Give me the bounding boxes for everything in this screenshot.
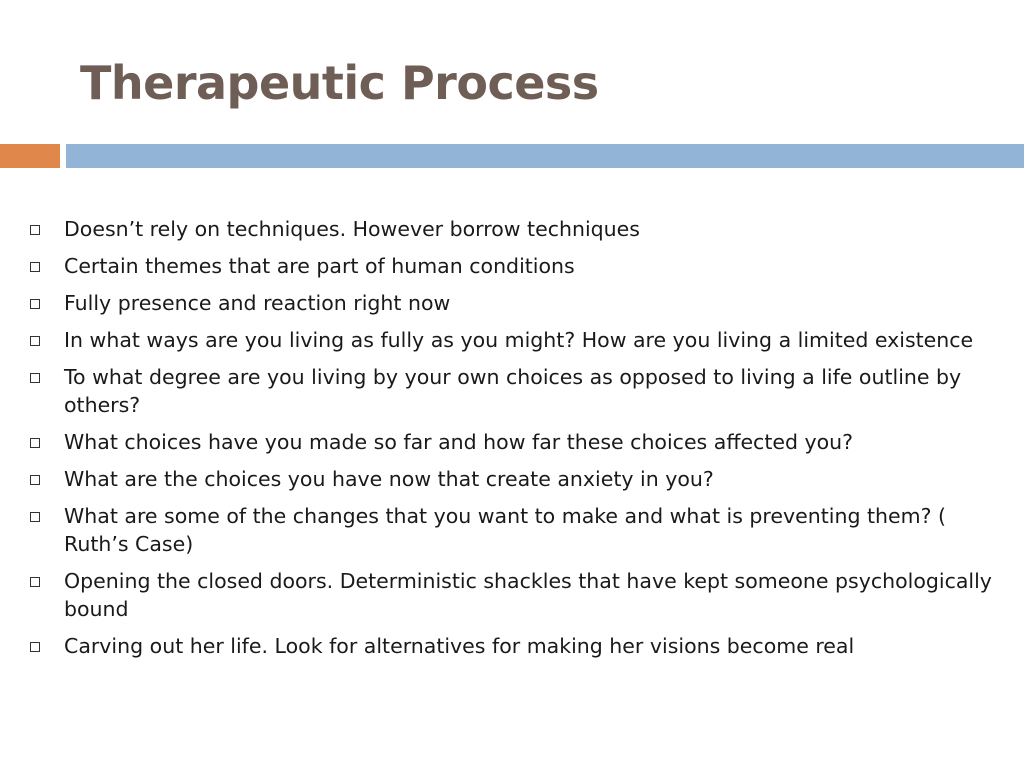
bullet-item: [26, 428, 1016, 456]
bullet-text: In what ways are you living as fully as you might? How are you living a limited existence: [64, 328, 974, 352]
bullet-text: What are some of the changes that you want to make and what is preventing them? ( Ruth’s Case): [64, 504, 947, 556]
bullet-list: [26, 215, 1016, 669]
accent-bar-blue: [66, 144, 1024, 168]
bullet-item: [26, 363, 1016, 419]
bullet-text: Doesn’t rely on techniques. However borrow techniques: [64, 217, 640, 241]
accent-bar-orange: [0, 144, 60, 168]
bullet-text: To what degree are you living by your own choices as opposed to living a life outline by others?: [64, 365, 962, 417]
bullet-item: [26, 252, 1016, 280]
bullet-item: [26, 502, 1016, 558]
bullet-text: Carving out her life. Look for alternatives for making her visions become real: [64, 634, 855, 658]
bullet-item: [26, 465, 1016, 493]
square-bullet-icon: [30, 475, 40, 485]
square-bullet-icon: [30, 262, 40, 272]
square-bullet-icon: [30, 642, 40, 652]
square-bullet-icon: [30, 225, 40, 235]
bullet-item: [26, 326, 1016, 354]
square-bullet-icon: [30, 373, 40, 383]
square-bullet-icon: [30, 336, 40, 346]
square-bullet-icon: [30, 438, 40, 448]
bullet-text: Fully presence and reaction right now: [64, 291, 451, 315]
square-bullet-icon: [30, 577, 40, 587]
slide-title: Therapeutic Process: [80, 56, 599, 110]
bullet-item: [26, 632, 1016, 660]
bullet-text: What choices have you made so far and how far these choices affected you?: [64, 430, 854, 454]
bullet-text: What are the choices you have now that create anxiety in you?: [64, 467, 714, 491]
bullet-text: Certain themes that are part of human conditions: [64, 254, 575, 278]
bullet-text: Opening the closed doors. Deterministic shackles that have kept someone psychologically bound: [64, 569, 992, 621]
bullet-item: [26, 215, 1016, 243]
square-bullet-icon: [30, 299, 40, 309]
bullet-item: [26, 289, 1016, 317]
square-bullet-icon: [30, 512, 40, 522]
bullet-item: [26, 567, 1016, 623]
